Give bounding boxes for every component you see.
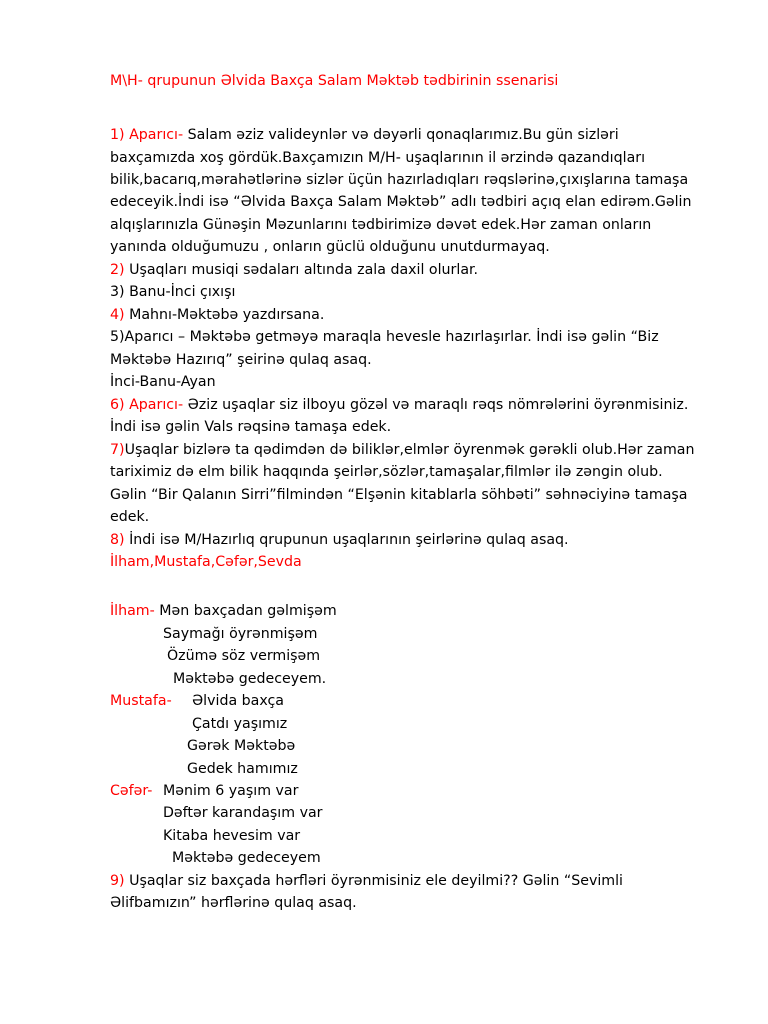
document-title: M\H- qrupunun Əlvida Baxça Salam Məktəb tədbirinin ssenarisi	[110, 73, 559, 89]
poem-ilham-line-2: Saymağı öyrənmişəm	[163, 626, 318, 642]
speaker-label: Aparıcı-	[129, 397, 184, 413]
paragraph-7-line-3: Gəlin “Bir Qalanın Sirri”filmindən “Elşənin kitablarla söhbəti” səhnəciyinə tamaşa	[110, 487, 688, 503]
paragraph-5-line-3: İnci-Banu-Ayan	[110, 374, 216, 390]
speaker-label: İlham-	[110, 603, 155, 619]
item-number: 8)	[110, 532, 130, 548]
item-number: 7)	[110, 442, 125, 458]
poem-ilham-line-4: Məktəbə gedeceyem.	[173, 671, 327, 687]
poem-mustafa-line-3: Gərək Məktəbə	[187, 738, 296, 754]
poem-ilham-line-3: Özümə söz vermişəm	[167, 648, 321, 664]
poem-mustafa-line-2: Çatdı yaşımız	[192, 716, 288, 732]
poem-cefer-line-1: Mənim 6 yaşım var	[163, 783, 299, 799]
paragraph-8	[110, 531, 569, 549]
paragraph-text: Salam əziz valideynlər və dəyərli qonaqlarımız.Bu gün sizləri	[183, 127, 619, 143]
poem-cefer-line-3: Kitaba hevesim var	[163, 828, 301, 844]
paragraph-5-line-2: Məktəbə Hazırıq” şeirinə qulaq asaq.	[110, 352, 372, 368]
paragraph-text: İndi isə M/Hazırlıq qrupunun uşaqlarının şeirlərinə qulaq asaq.	[129, 532, 569, 548]
performer-names: İlham,Mustafa,Cəfər,Sevda	[110, 554, 302, 570]
item-number: 9)	[110, 873, 130, 889]
item-number: 2)	[110, 262, 130, 278]
paragraph-9-line-2: Əlifbamızın” hərflərinə qulaq asaq.	[110, 895, 357, 911]
paragraph-1-line-6: yanında olduğumuzu , onların güclü olduğunu unutdurmayaq.	[110, 239, 550, 255]
paragraph-text: Mahnı-Məktəbə yazdırsana.	[129, 307, 325, 323]
speaker-label: Aparıcı-	[129, 127, 184, 143]
paragraph-1-line-3: bilik,bacarıq,mərahətlərinə sizlər üçün hazırladıqları rəqslərinə,çıxışlarına tamaşa	[110, 172, 689, 188]
paragraph-1-line-2: baxçamızda xoş gördük.Baxçamızın M/H- uşaqlarının il ərzində qazandıqları	[110, 150, 646, 166]
paragraph-text: Uşaqlar bizlərə ta qədimdən də biliklər,elmlər öyrenmək gərəkli olub.Hər zaman	[124, 442, 695, 458]
paragraph-1-line-4: edeceyik.İndi isə “Əlvida Baxça Salam Məktəb” adlı tədbiri açıq elan edirəm.Gəlin	[110, 194, 692, 210]
paragraph-text: Uşaqlar siz baxçada hərfləri öyrənmisiniz ele deyilmi?? Gəlin “Sevimli	[129, 873, 623, 889]
paragraph-text: Əziz uşaqlar siz ilboyu gözəl və maraqlı rəqs nömrələrini öyrənmisiniz.	[183, 397, 689, 413]
paragraph-7-line-4: edek.	[110, 509, 150, 525]
poem-text: Mən baxçadan gəlmişəm	[154, 603, 337, 619]
poem-cefer-speaker: Cəfər-	[110, 783, 153, 799]
paragraph-3: 3) Banu-İnci çıxışı	[110, 284, 236, 300]
paragraph-1-line-5: alqışlarınızla Günəşin Məzunlarını tədbirimizə dəvət edek.Hər zaman onların	[110, 217, 652, 233]
paragraph-7-line-2: tariximiz də elm bilik haqqında şeirlər,sözlər,tamaşalar,filmlər ilə zəngin olub.	[110, 464, 663, 480]
paragraph-1-line-1	[110, 126, 619, 144]
poem-mustafa-speaker: Mustafa-	[110, 693, 172, 709]
item-number: 6)	[110, 397, 130, 413]
poem-mustafa-line-1: Əlvida baxça	[192, 693, 284, 709]
paragraph-7-line-1	[110, 441, 694, 459]
paragraph-4	[110, 306, 324, 324]
item-number: 1)	[110, 127, 130, 143]
paragraph-6-line-2: İndi isə gəlin Vals rəqsinə tamaşa edek.	[110, 419, 392, 435]
item-number: 4)	[110, 307, 130, 323]
poem-ilham-line-1	[110, 602, 337, 620]
paragraph-6-line-1	[110, 396, 688, 414]
poem-mustafa-line-4: Gedek hamımız	[187, 761, 298, 777]
poem-cefer-line-2: Dəftər karandaşım var	[163, 805, 323, 821]
paragraph-2	[110, 261, 478, 279]
poem-cefer-line-4: Məktəbə gedeceyem	[172, 850, 321, 866]
paragraph-5-line-1: 5)Aparıcı – Məktəbə getməyə maraqla hevesle hazırlaşırlar. İndi isə gəlin “Biz	[110, 329, 659, 345]
paragraph-text: Uşaqları musiqi sədaları altında zala daxil olurlar.	[129, 262, 479, 278]
paragraph-9-line-1	[110, 872, 623, 890]
